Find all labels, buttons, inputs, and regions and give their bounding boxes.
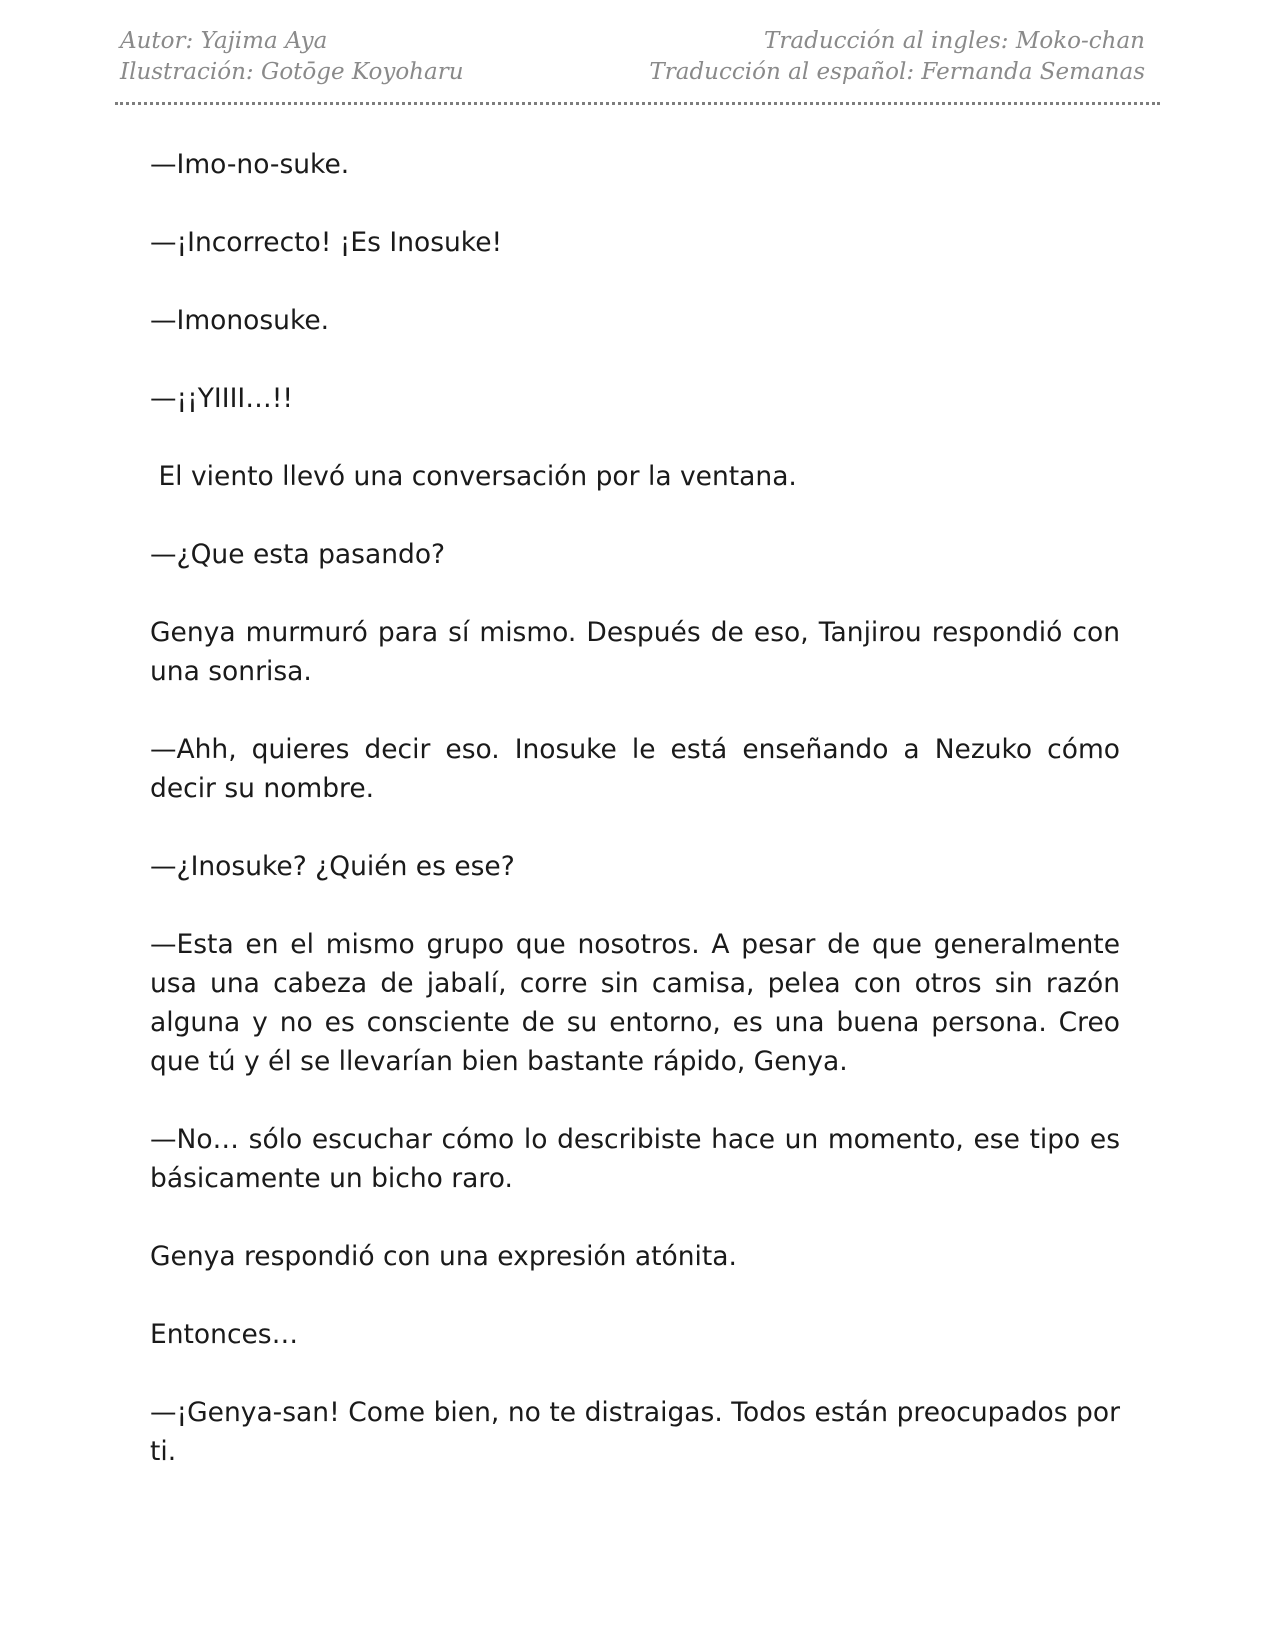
paragraph: —Esta en el mismo grupo que nosotros. A pesar de que generalmente usa una cabeza de jabalí, corre sin camisa, pelea con otros sin razón alguna y no es consciente de su entorno, es una buena persona. Creo que tú y él se llevarían bien bastante rápido, Genya.	[150, 929, 1120, 1077]
paragraph: —¡Incorrecto! ¡Es Inosuke!	[150, 227, 503, 258]
paragraph: Genya murmuró para sí mismo. Después de eso, Tanjirou respondió con una sonrisa.	[150, 617, 1120, 687]
spanish-translation-credit: Traducción al español: Fernanda Semanas	[649, 59, 1145, 85]
paragraph: —¿Inosuke? ¿Quién es ese?	[150, 851, 515, 882]
story-text	[150, 145, 1120, 1471]
illustration-credit: Ilustración: Gotōge Koyoharu	[120, 59, 464, 85]
paragraph: —Ahh, quieres decir eso. Inosuke le está enseñando a Nezuko cómo decir su nombre.	[150, 734, 1120, 804]
english-translation-credit: Traducción al ingles: Moko-chan	[764, 28, 1145, 54]
paragraph: —¡¡YIIII…!!	[150, 383, 293, 414]
paragraph: Genya respondió con una expresión atónita.	[150, 1241, 737, 1272]
author-credit: Autor: Yajima Aya	[120, 28, 328, 54]
page-header	[120, 26, 1145, 92]
paragraph: Entonces…	[150, 1319, 299, 1350]
header-credits-left	[120, 26, 464, 88]
paragraph: —¿Que esta pasando?	[150, 539, 446, 570]
paragraph: —Imonosuke.	[150, 305, 330, 336]
paragraph: —No… sólo escuchar cómo lo describiste hace un momento, ese tipo es básicamente un bicho raro.	[150, 1124, 1120, 1194]
paragraph: —Imo-no-suke.	[150, 149, 350, 180]
paragraph: —¡Genya-san! Come bien, no te distraigas. Todos están preocupados por ti.	[150, 1397, 1120, 1467]
header-credits-right	[649, 26, 1145, 88]
paragraph: El viento llevó una conversación por la ventana.	[150, 461, 797, 492]
header-divider	[115, 102, 1160, 105]
